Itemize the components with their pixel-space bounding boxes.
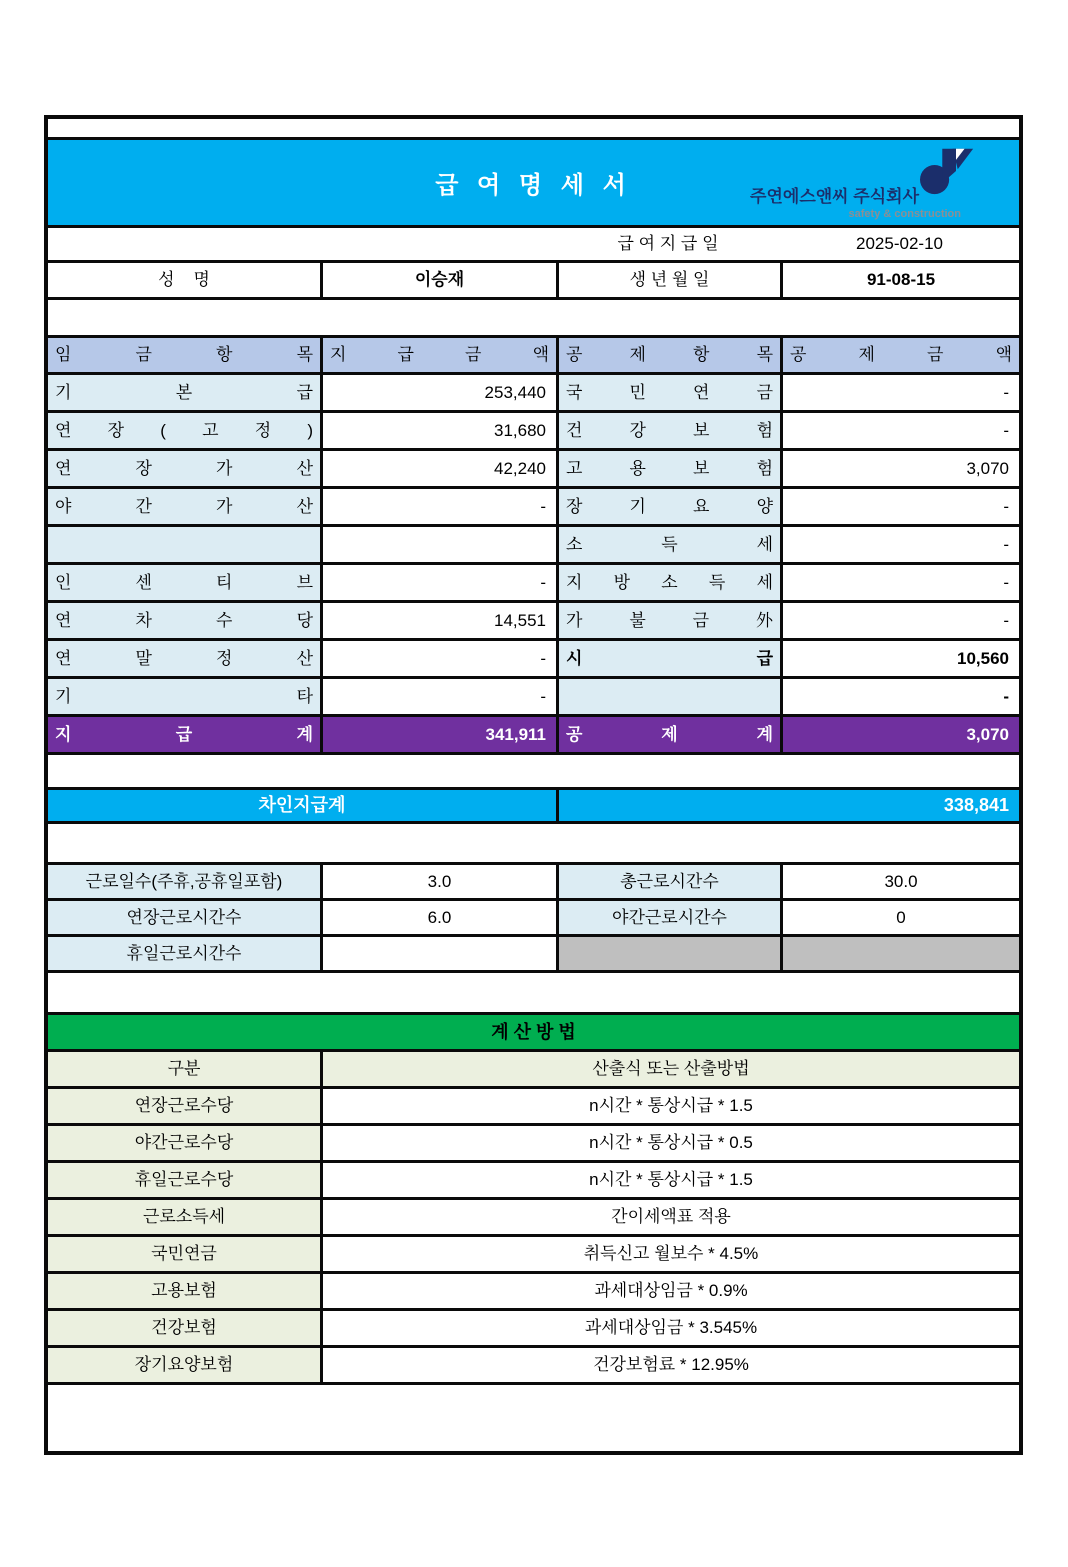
total-hours-label: 총근로시간수: [556, 865, 780, 898]
calc-method-header-row: [48, 1052, 1019, 1089]
deduction-amount-value: -: [780, 679, 1019, 714]
company-name: 주연에스앤씨 주식회사: [750, 187, 919, 206]
wage-item-label: 야 간 가 산: [48, 489, 320, 524]
wage-row: [48, 565, 1019, 603]
deduction-item-header: 공 제 항 목: [556, 338, 780, 372]
wage-item-label: 연 차 수 당: [48, 603, 320, 638]
calc-category-header: 구분: [48, 1052, 320, 1086]
work-days-label: 근로일수(주휴,공휴일포함): [48, 865, 320, 898]
wage-row: [48, 679, 1019, 717]
work-hours-table: [48, 862, 1019, 973]
pay-amount-header: 지 급 금 액: [320, 338, 556, 372]
pay-amount-value: 31,680: [320, 413, 556, 448]
deduction-item-label: 소 득 세: [556, 527, 780, 562]
wage-table: [48, 335, 1019, 755]
calc-label: 건강보험: [48, 1311, 320, 1345]
calc-method-row: [48, 1089, 1019, 1126]
wage-item-label: 기 타: [48, 679, 320, 714]
wage-item-label: 기 본 급: [48, 375, 320, 410]
calc-formula: 건강보험료 * 12.95%: [320, 1348, 1019, 1382]
pay-total-label: 지 급 계: [48, 717, 320, 752]
deduction-amount-value: -: [780, 603, 1019, 638]
calc-method-table: [48, 1012, 1019, 1385]
company-logo: [717, 140, 1007, 225]
pay-date-value: 2025-02-10: [856, 234, 943, 253]
work-hours-row: [48, 937, 1019, 973]
pay-amount-value: -: [320, 679, 556, 714]
name-value: 이승재: [320, 263, 556, 297]
deduction-item-label: 고 용 보 험: [556, 451, 780, 486]
birth-date-value: 91-08-15: [780, 263, 1019, 297]
deduction-total-label: 공 제 계: [556, 717, 780, 752]
calc-label: 국민연금: [48, 1237, 320, 1271]
company-logo-icon: [911, 147, 977, 195]
pay-date-empty-cell: [320, 228, 556, 260]
wage-item-label: 연 말 정 산: [48, 641, 320, 676]
calc-label: 근로소득세: [48, 1200, 320, 1234]
deduction-item-label: 건 강 보 험: [556, 413, 780, 448]
pay-amount-value: 253,440: [320, 375, 556, 410]
work-days-value: 3.0: [320, 865, 556, 898]
wage-row: [48, 451, 1019, 489]
overtime-hours-value: 6.0: [320, 901, 556, 934]
holiday-hours-label: 휴일근로시간수: [48, 937, 320, 970]
calc-method-row: [48, 1126, 1019, 1163]
calc-method-row: [48, 1163, 1019, 1200]
calc-method-row: [48, 1237, 1019, 1274]
wage-item-label: [48, 527, 320, 562]
deduction-item-label: 지 방 소 득 세: [556, 565, 780, 600]
overtime-hours-label: 연장근로시간수: [48, 901, 320, 934]
payslip-title: 급 여 명 세 서: [435, 172, 632, 199]
calc-method-row: [48, 1311, 1019, 1348]
deduction-item-label: 장 기 요 양: [556, 489, 780, 524]
net-pay-row: [48, 787, 1019, 824]
birth-date-label: 생 년 월 일: [556, 263, 780, 297]
deduction-amount-value: -: [780, 527, 1019, 562]
calc-label: 고용보험: [48, 1274, 320, 1308]
calc-label: 연장근로수당: [48, 1089, 320, 1123]
deduction-amount-value: 10,560: [780, 641, 1019, 676]
calc-method-title: 계 산 방 법: [48, 1015, 1019, 1052]
calc-formula: 간이세액표 적용: [320, 1200, 1019, 1234]
wage-item-label: 인 센 티 브: [48, 565, 320, 600]
title-band: [48, 137, 1019, 228]
deduction-item-label: [556, 679, 780, 714]
deduction-total-value: 3,070: [780, 717, 1019, 752]
work-hours-row: [48, 901, 1019, 937]
net-pay-label: 차인지급계: [48, 790, 556, 821]
wage-total-row: [48, 717, 1019, 755]
calc-label: 장기요양보험: [48, 1348, 320, 1382]
calc-formula: 과세대상임금 * 3.545%: [320, 1311, 1019, 1345]
company-subtitle: safety & construction: [848, 208, 961, 220]
deduction-item-label: 국 민 연 금: [556, 375, 780, 410]
calc-formula: 과세대상임금 * 0.9%: [320, 1274, 1019, 1308]
pay-total-value: 341,911: [320, 717, 556, 752]
deduction-amount-value: -: [780, 375, 1019, 410]
wage-row: [48, 641, 1019, 679]
wage-item-label: 연 장 가 산: [48, 451, 320, 486]
spacer: [48, 824, 1019, 862]
deduction-amount-value: -: [780, 565, 1019, 600]
payslip-document: [44, 115, 1023, 1455]
pay-amount-value: [320, 527, 556, 562]
spacer: [48, 300, 1019, 335]
wage-row: [48, 375, 1019, 413]
calc-formula: 취득신고 월보수 * 4.5%: [320, 1237, 1019, 1271]
spacer: [48, 973, 1019, 1012]
pay-amount-value: -: [320, 565, 556, 600]
top-spacer: [48, 119, 1019, 137]
deduction-item-label: 시 급: [556, 641, 780, 676]
disabled-cell: [556, 937, 780, 970]
wage-row: [48, 489, 1019, 527]
deduction-amount-header: 공 제 금 액: [780, 338, 1019, 372]
wage-item-header: 임 금 항 목: [48, 338, 320, 372]
calc-method-row: [48, 1274, 1019, 1311]
night-hours-value: 0: [780, 901, 1019, 934]
name-label: 성 명: [158, 270, 210, 289]
empty-note-box: [48, 1385, 1019, 1451]
calc-label: 휴일근로수당: [48, 1163, 320, 1197]
work-hours-row: [48, 865, 1019, 901]
total-hours-value: 30.0: [780, 865, 1019, 898]
wage-row: [48, 413, 1019, 451]
deduction-amount-value: 3,070: [780, 451, 1019, 486]
pay-date-row: [48, 228, 1019, 263]
employee-info-row: [48, 263, 1019, 300]
net-pay-value: 338,841: [556, 790, 1019, 821]
calc-formula: n시간 * 통상시급 * 0.5: [320, 1126, 1019, 1160]
pay-amount-value: 14,551: [320, 603, 556, 638]
pay-amount-value: -: [320, 641, 556, 676]
wage-table-header: [48, 338, 1019, 375]
disabled-cell: [780, 937, 1019, 970]
calc-formula-header: 산출식 또는 산출방법: [320, 1052, 1019, 1086]
holiday-hours-value: [320, 937, 556, 970]
calc-formula: n시간 * 통상시급 * 1.5: [320, 1089, 1019, 1123]
calc-formula: n시간 * 통상시급 * 1.5: [320, 1163, 1019, 1197]
pay-date-label: 급 여 지 급 일: [617, 234, 719, 253]
pay-amount-value: -: [320, 489, 556, 524]
calc-label: 야간근로수당: [48, 1126, 320, 1160]
wage-item-label: 연 장 ( 고 정 ): [48, 413, 320, 448]
calc-method-row: [48, 1348, 1019, 1385]
wage-row: [48, 527, 1019, 565]
calc-method-row: [48, 1200, 1019, 1237]
deduction-amount-value: -: [780, 413, 1019, 448]
spacer: [48, 755, 1019, 787]
night-hours-label: 야간근로시간수: [556, 901, 780, 934]
wage-row: [48, 603, 1019, 641]
pay-amount-value: 42,240: [320, 451, 556, 486]
pay-date-empty-cell: [48, 228, 320, 260]
deduction-amount-value: -: [780, 489, 1019, 524]
deduction-item-label: 가 불 금 外: [556, 603, 780, 638]
